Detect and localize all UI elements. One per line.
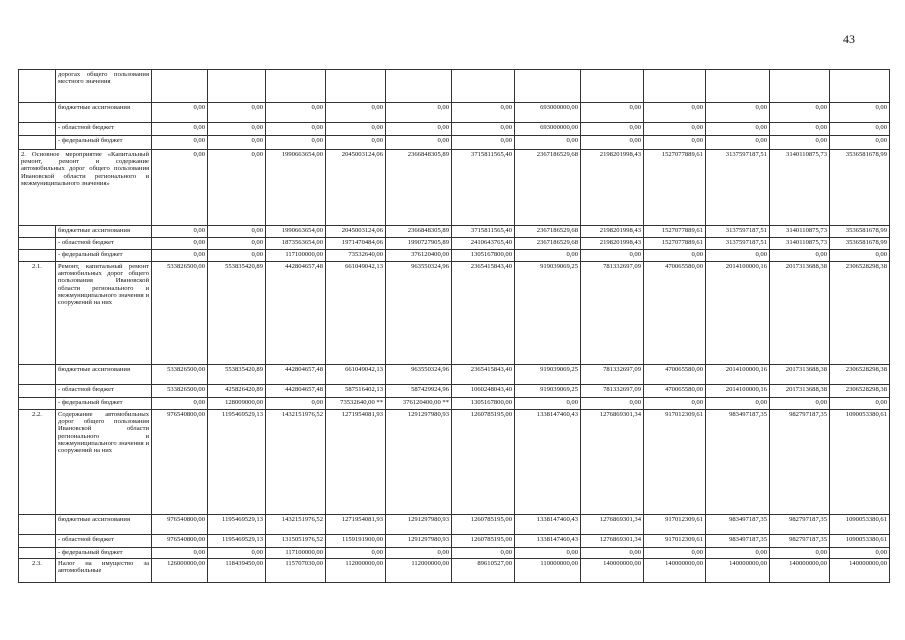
value-cell: 3536581678,99: [830, 150, 890, 226]
value-cell: 0,00: [326, 103, 386, 123]
value-cell: 0,00: [452, 123, 515, 136]
table-row: [19, 262, 890, 365]
row-name-cell: 2. Основное мероприятие «Капитальный ремонт, ремонт и содержание автомобильных дорог общего пользования Ивановской области регионального и межмуниципального значения»: [19, 150, 152, 226]
value-cell: 0,00: [152, 226, 208, 238]
value-cell: 0,00: [644, 548, 706, 559]
value-cell: 2410643765,40: [452, 238, 515, 250]
value-cell: 0,00: [515, 250, 581, 262]
value-cell: 3715811565,40: [452, 226, 515, 238]
value-cell: 0,00: [326, 548, 386, 559]
row-index-cell: [19, 385, 56, 398]
value-cell: 0,00: [208, 123, 266, 136]
value-cell: 0,00: [770, 398, 830, 410]
value-cell: 1527077889,61: [644, 238, 706, 250]
row-index-cell: [19, 250, 56, 262]
value-cell: 2014100000,16: [706, 262, 770, 365]
value-cell: 0,00: [266, 398, 326, 410]
value-cell: 0,00: [830, 103, 890, 123]
row-index-cell: [19, 226, 56, 238]
value-cell: 1305167800,00: [452, 250, 515, 262]
value-cell: 0,00: [326, 136, 386, 150]
row-index-cell: [19, 123, 56, 136]
value-cell: 1291297980,93: [386, 535, 452, 548]
value-cell: 2017313688,38: [770, 385, 830, 398]
value-cell: 693000000,00: [515, 103, 581, 123]
table-row: [19, 103, 890, 123]
value-cell: 112000000,00: [386, 559, 452, 583]
value-cell: 2365415843,40: [452, 262, 515, 365]
value-cell: 1090053380,61: [830, 535, 890, 548]
value-cell: 1195469529,13: [208, 410, 266, 515]
value-cell: 0,00: [830, 548, 890, 559]
value-cell: 1990663654,00: [266, 150, 326, 226]
value-cell: 73532640,00 **: [326, 398, 386, 410]
row-name-cell: - федеральный бюджет: [56, 250, 152, 262]
page-number: 43: [843, 32, 855, 46]
budget-table: [18, 69, 890, 583]
value-cell: 2306528298,38: [830, 385, 890, 398]
value-cell: 917012309,61: [644, 535, 706, 548]
value-cell: 2366848305,89: [386, 226, 452, 238]
value-cell: [326, 70, 386, 103]
value-cell: 0,00: [706, 250, 770, 262]
value-cell: 0,00: [830, 123, 890, 136]
value-cell: 0,00: [581, 136, 644, 150]
row-index-cell: 2.1.: [19, 262, 56, 365]
value-cell: 3536581678,99: [830, 226, 890, 238]
table-row: [19, 515, 890, 535]
value-cell: 0,00: [452, 548, 515, 559]
value-cell: 3137597187,51: [706, 226, 770, 238]
row-name-cell: Налог на имущество за автомобильные: [56, 559, 152, 583]
value-cell: 2367186529,68: [515, 238, 581, 250]
value-cell: 1195469529,13: [208, 515, 266, 535]
value-cell: 0,00: [706, 123, 770, 136]
row-index-cell: [19, 548, 56, 559]
value-cell: 1276869301,34: [581, 515, 644, 535]
table-row: [19, 70, 890, 103]
value-cell: 1260785195,00: [452, 515, 515, 535]
value-cell: 1060248043,40: [452, 385, 515, 398]
value-cell: 3536581678,99: [830, 238, 890, 250]
value-cell: 0,00: [830, 136, 890, 150]
value-cell: [706, 70, 770, 103]
value-cell: 0,00: [770, 103, 830, 123]
value-cell: 0,00: [581, 250, 644, 262]
value-cell: 1873563654,00: [266, 238, 326, 250]
value-cell: 1090053380,61: [830, 515, 890, 535]
value-cell: 2306528298,38: [830, 262, 890, 365]
value-cell: 117100000,00: [266, 250, 326, 262]
value-cell: 2045003124,06: [326, 150, 386, 226]
value-cell: 0,00: [386, 548, 452, 559]
value-cell: 0,00: [644, 123, 706, 136]
value-cell: 0,00: [770, 123, 830, 136]
value-cell: 3715811565,40: [452, 150, 515, 226]
value-cell: 0,00: [208, 103, 266, 123]
value-cell: 140000000,00: [644, 559, 706, 583]
value-cell: [770, 70, 830, 103]
value-cell: 89610527,00: [452, 559, 515, 583]
value-cell: [386, 70, 452, 103]
value-cell: 1338147460,43: [515, 535, 581, 548]
value-cell: 661049042,13: [326, 262, 386, 365]
row-index-cell: [19, 103, 56, 123]
value-cell: 110000000,00: [515, 559, 581, 583]
table-row: [19, 136, 890, 150]
value-cell: 1527077889,61: [644, 226, 706, 238]
value-cell: 0,00: [452, 136, 515, 150]
value-cell: [515, 70, 581, 103]
value-cell: 0,00: [152, 136, 208, 150]
value-cell: 1971470484,06: [326, 238, 386, 250]
value-cell: 376120400,00: [386, 250, 452, 262]
value-cell: 0,00: [644, 250, 706, 262]
row-name-cell: - федеральный бюджет: [56, 136, 152, 150]
value-cell: 917012309,61: [644, 515, 706, 535]
value-cell: 1159191900,00: [326, 535, 386, 548]
value-cell: 919039069,25: [515, 365, 581, 385]
value-cell: 1271954081,93: [326, 410, 386, 515]
value-cell: 0,00: [386, 103, 452, 123]
table-row: [19, 365, 890, 385]
value-cell: 976540800,00: [152, 535, 208, 548]
value-cell: 0,00: [152, 548, 208, 559]
value-cell: 781332697,09: [581, 365, 644, 385]
table-row: [19, 123, 890, 136]
value-cell: 2365415843,40: [452, 365, 515, 385]
value-cell: 0,00: [152, 250, 208, 262]
value-cell: 1260785195,00: [452, 410, 515, 515]
table-row: [19, 385, 890, 398]
value-cell: 118439450,00: [208, 559, 266, 583]
value-cell: 0,00: [152, 123, 208, 136]
value-cell: 0,00: [581, 123, 644, 136]
value-cell: 0,00: [208, 150, 266, 226]
value-cell: 976540800,00: [152, 515, 208, 535]
row-name-cell: Содержание автомобильных дорог общего пользования Ивановской области регионального и межмуниципального значения и сооружений на них: [56, 410, 152, 515]
row-name-cell: - областной бюджет: [56, 535, 152, 548]
value-cell: 982797187,35: [770, 515, 830, 535]
value-cell: 0,00: [581, 103, 644, 123]
value-cell: 2014100000,16: [706, 365, 770, 385]
value-cell: 533826500,00: [152, 385, 208, 398]
value-cell: 1276869301,34: [581, 535, 644, 548]
value-cell: 0,00: [706, 398, 770, 410]
row-name-cell: - областной бюджет: [56, 238, 152, 250]
value-cell: 0,00: [581, 398, 644, 410]
value-cell: 2045003124,06: [326, 226, 386, 238]
value-cell: 976540800,00: [152, 410, 208, 515]
row-name-cell: бюджетные ассигнования: [56, 515, 152, 535]
value-cell: 470065580,00: [644, 365, 706, 385]
value-cell: 2198201998,43: [581, 238, 644, 250]
value-cell: 0,00: [830, 250, 890, 262]
value-cell: 693000000,00: [515, 123, 581, 136]
value-cell: 1432151976,52: [266, 410, 326, 515]
value-cell: 0,00: [152, 150, 208, 226]
row-name-cell: бюджетные ассигнования: [56, 365, 152, 385]
value-cell: 0,00: [644, 398, 706, 410]
value-cell: 983497187,35: [706, 535, 770, 548]
row-name-cell: - федеральный бюджет: [56, 398, 152, 410]
value-cell: 2198201998,43: [581, 226, 644, 238]
value-cell: 73532640,00: [326, 250, 386, 262]
value-cell: 0,00: [208, 238, 266, 250]
value-cell: 0,00: [152, 238, 208, 250]
value-cell: 533826500,00: [152, 365, 208, 385]
value-cell: 128009000,00: [208, 398, 266, 410]
value-cell: 1990727905,89: [386, 238, 452, 250]
row-name-cell: дорогах общего пользования местного значения: [56, 70, 152, 103]
value-cell: 442804657,48: [266, 262, 326, 365]
value-cell: 470065580,00: [644, 262, 706, 365]
value-cell: 0,00: [770, 136, 830, 150]
value-cell: 661049042,13: [326, 365, 386, 385]
value-cell: 0,00: [208, 548, 266, 559]
value-cell: 0,00: [386, 123, 452, 136]
value-cell: 1195469529,13: [208, 535, 266, 548]
value-cell: 1276869301,34: [581, 410, 644, 515]
value-cell: 553835420,89: [208, 365, 266, 385]
value-cell: 982797187,35: [770, 410, 830, 515]
row-index-cell: [19, 398, 56, 410]
value-cell: 442804657,48: [266, 365, 326, 385]
table-row: [19, 398, 890, 410]
value-cell: [644, 70, 706, 103]
value-cell: 919039069,25: [515, 262, 581, 365]
value-cell: 983497187,35: [706, 410, 770, 515]
table-row: [19, 535, 890, 548]
row-index-cell: [19, 136, 56, 150]
value-cell: 3140110875,73: [770, 226, 830, 238]
value-cell: 982797187,35: [770, 535, 830, 548]
table-row: [19, 548, 890, 559]
value-cell: 126000000,00: [152, 559, 208, 583]
value-cell: 112000000,00: [326, 559, 386, 583]
value-cell: 781332697,09: [581, 262, 644, 365]
row-index-cell: [19, 515, 56, 535]
row-index-cell: [19, 365, 56, 385]
row-index-cell: [19, 238, 56, 250]
value-cell: 1338147460,43: [515, 515, 581, 535]
value-cell: 1291297980,93: [386, 410, 452, 515]
value-cell: 3137597187,51: [706, 238, 770, 250]
table-row: [19, 559, 890, 583]
value-cell: 0,00: [830, 398, 890, 410]
value-cell: 140000000,00: [706, 559, 770, 583]
value-cell: 1260785195,00: [452, 535, 515, 548]
row-name-cell: - областной бюджет: [56, 385, 152, 398]
value-cell: [208, 70, 266, 103]
value-cell: 1271954081,93: [326, 515, 386, 535]
table-row: [19, 238, 890, 250]
value-cell: 117100000,00: [266, 548, 326, 559]
value-cell: 553835420,89: [208, 262, 266, 365]
value-cell: 917012309,61: [644, 410, 706, 515]
value-cell: 0,00: [326, 123, 386, 136]
value-cell: 2017313688,38: [770, 365, 830, 385]
value-cell: 0,00: [706, 103, 770, 123]
value-cell: 0,00: [208, 136, 266, 150]
value-cell: 1305167800,00: [452, 398, 515, 410]
value-cell: 3140110875,73: [770, 150, 830, 226]
value-cell: 781332697,09: [581, 385, 644, 398]
value-cell: [452, 70, 515, 103]
value-cell: 0,00: [770, 548, 830, 559]
value-cell: 919039069,25: [515, 385, 581, 398]
value-cell: 470065580,00: [644, 385, 706, 398]
value-cell: 0,00: [515, 548, 581, 559]
value-cell: 1527077889,61: [644, 150, 706, 226]
value-cell: 0,00: [266, 103, 326, 123]
value-cell: 442804657,48: [266, 385, 326, 398]
value-cell: 2366848305,89: [386, 150, 452, 226]
value-cell: 1990663654,00: [266, 226, 326, 238]
value-cell: 1432151976,52: [266, 515, 326, 535]
table-row: [19, 410, 890, 515]
value-cell: 0,00: [152, 398, 208, 410]
value-cell: 533826500,00: [152, 262, 208, 365]
value-cell: 587429924,96: [386, 385, 452, 398]
value-cell: 1315051976,52: [266, 535, 326, 548]
value-cell: 0,00: [208, 250, 266, 262]
value-cell: 1090053380,61: [830, 410, 890, 515]
value-cell: 140000000,00: [770, 559, 830, 583]
table-row: [19, 150, 890, 226]
value-cell: [830, 70, 890, 103]
value-cell: 0,00: [266, 123, 326, 136]
value-cell: [581, 70, 644, 103]
value-cell: 2014100000,16: [706, 385, 770, 398]
value-cell: 0,00: [208, 226, 266, 238]
value-cell: 2017313688,38: [770, 262, 830, 365]
value-cell: 963550324,96: [386, 262, 452, 365]
value-cell: 0,00: [770, 250, 830, 262]
row-name-cell: - федеральный бюджет: [56, 548, 152, 559]
value-cell: [152, 70, 208, 103]
value-cell: 0,00: [452, 103, 515, 123]
value-cell: 3140110875,73: [770, 238, 830, 250]
row-index-cell: 2.2.: [19, 410, 56, 515]
row-name-cell: - областной бюджет: [56, 123, 152, 136]
value-cell: 0,00: [706, 136, 770, 150]
value-cell: 2306528298,38: [830, 365, 890, 385]
value-cell: 0,00: [386, 136, 452, 150]
value-cell: 115707030,00: [266, 559, 326, 583]
value-cell: 0,00: [515, 398, 581, 410]
value-cell: 0,00: [644, 136, 706, 150]
row-name-cell: бюджетные ассигнования: [56, 103, 152, 123]
value-cell: [266, 70, 326, 103]
row-name-cell: Ремонт, капитальный ремонт автомобильных дорог общего пользования Ивановской области регионального и межмуниципального значения и сооружений на них: [56, 262, 152, 365]
value-cell: 425826420,89: [208, 385, 266, 398]
value-cell: 0,00: [266, 136, 326, 150]
value-cell: 0,00: [706, 548, 770, 559]
value-cell: 587516402,13: [326, 385, 386, 398]
value-cell: 140000000,00: [581, 559, 644, 583]
row-index-cell: [19, 535, 56, 548]
value-cell: 2367186529,68: [515, 226, 581, 238]
value-cell: 0,00: [515, 136, 581, 150]
value-cell: 0,00: [152, 103, 208, 123]
table-row: [19, 226, 890, 238]
value-cell: 2367186529,68: [515, 150, 581, 226]
value-cell: 0,00: [581, 548, 644, 559]
value-cell: 3137597187,51: [706, 150, 770, 226]
table-row: [19, 250, 890, 262]
value-cell: 1338147460,43: [515, 410, 581, 515]
value-cell: 140000000,00: [830, 559, 890, 583]
row-name-cell: бюджетные ассигнования: [56, 226, 152, 238]
value-cell: 1291297980,93: [386, 515, 452, 535]
value-cell: 963550324,96: [386, 365, 452, 385]
row-index-cell: 2.3.: [19, 559, 56, 583]
value-cell: 376120400,00 **: [386, 398, 452, 410]
row-index-cell: [19, 70, 56, 103]
value-cell: 0,00: [644, 103, 706, 123]
value-cell: 2198201998,43: [581, 150, 644, 226]
value-cell: 983497187,35: [706, 515, 770, 535]
